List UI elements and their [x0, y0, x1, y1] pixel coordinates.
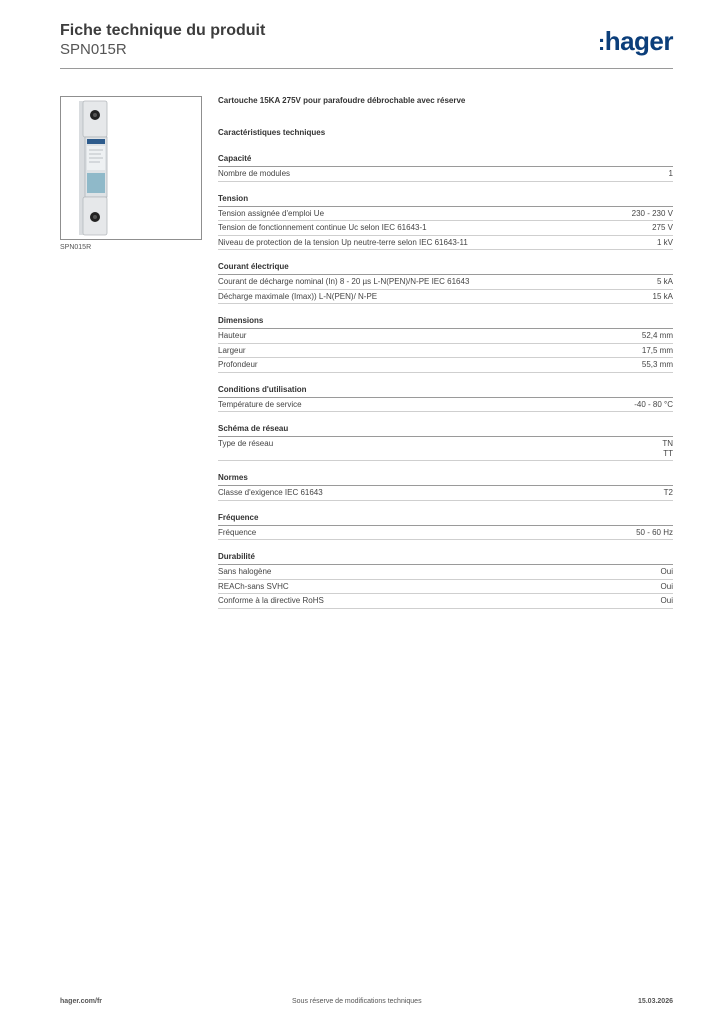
spec-group-title: Schéma de réseau — [218, 424, 673, 437]
footer-date: 15.03.2026 — [637, 998, 673, 1005]
spec-group — [218, 194, 673, 251]
spec-group — [218, 424, 673, 461]
spec-label: Sans halogène — [218, 567, 272, 576]
spec-label: Largeur — [218, 345, 246, 355]
tech-specs-heading: Caractéristiques techniques — [218, 128, 326, 137]
product-code: SPN015R — [60, 41, 127, 58]
spec-label: Courant de décharge nominal (In) 8 - 20 µs L-N(PEN)/N-PE IEC 61643 — [218, 277, 470, 286]
footer-notice: Sous réserve de modifications techniques — [292, 998, 422, 1005]
spec-group-title: Conditions d'utilisation — [218, 385, 673, 398]
spec-label: Type de réseau — [218, 439, 274, 448]
spec-group — [218, 262, 673, 304]
spec-group — [218, 473, 673, 501]
spec-row — [218, 275, 673, 290]
spec-row — [218, 358, 673, 373]
spec-label: Température de service — [218, 399, 302, 409]
spec-content — [218, 96, 673, 609]
footer-website: hager.com/fr — [60, 998, 103, 1005]
spec-group — [218, 385, 673, 413]
spec-label: Nombre de modules — [218, 169, 291, 178]
spec-group-title: Tension — [218, 194, 673, 207]
page-title: Fiche technique du produit — [60, 22, 266, 39]
spec-group-title: Normes — [218, 473, 673, 486]
spec-row — [218, 565, 673, 580]
spec-group-title: Fréquence — [218, 513, 673, 526]
spec-group — [218, 513, 673, 541]
spec-value: Oui — [660, 596, 673, 605]
spec-value: 55,3 mm — [641, 360, 673, 369]
spec-value: 5 kA — [656, 277, 673, 286]
spec-row — [218, 580, 673, 595]
spec-value: 275 V — [652, 223, 673, 232]
spec-row — [218, 236, 673, 251]
image-caption: SPN015R — [60, 244, 92, 251]
spec-value: -40 - 80 °C — [634, 399, 673, 409]
spec-group-title: Dimensions — [218, 316, 673, 329]
spec-group-title: Durabilité — [218, 552, 673, 565]
spec-value: Oui — [660, 581, 673, 591]
spec-value: 1 kV — [656, 237, 673, 247]
product-image — [60, 96, 202, 240]
spec-group-title: Capacité — [218, 154, 673, 167]
spec-value: TN TT — [662, 439, 673, 458]
spec-groups — [218, 154, 673, 609]
spec-row — [218, 290, 673, 305]
spec-value: Oui — [660, 567, 673, 576]
spec-label: REACh-sans SVHC — [218, 581, 289, 591]
spec-group — [218, 552, 673, 609]
spec-value: 15 kA — [652, 291, 673, 301]
spec-label: Fréquence — [218, 527, 257, 537]
spec-row — [218, 437, 673, 461]
logo-dots-icon: : — [597, 30, 605, 55]
spec-group — [218, 154, 673, 182]
spec-group-title: Courant électrique — [218, 262, 673, 275]
logo-text: hager — [604, 26, 673, 56]
spec-row — [218, 398, 673, 413]
spec-label: Tension assignée d'emploi Ue — [218, 208, 325, 218]
hager-logo — [598, 26, 673, 57]
spec-row — [218, 329, 673, 344]
spec-label: Hauteur — [218, 331, 247, 340]
spec-label: Conforme à la directive RoHS — [218, 596, 324, 605]
spec-row — [218, 344, 673, 359]
spec-value: T2 — [663, 488, 673, 497]
spec-label: Classe d'exigence IEC 61643 — [218, 488, 323, 497]
spec-value: 52,4 mm — [641, 331, 673, 340]
spec-label: Niveau de protection de la tension Up neutre-terre selon IEC 61643-11 — [218, 237, 468, 247]
spec-row — [218, 486, 673, 501]
spec-row — [218, 207, 673, 222]
spec-group — [218, 316, 673, 373]
spec-row — [218, 221, 673, 236]
spec-label: Tension de fonctionnement continue Uc selon IEC 61643-1 — [218, 223, 427, 232]
spec-value: 50 - 60 Hz — [636, 527, 673, 537]
spec-value: 17,5 mm — [641, 345, 673, 355]
page-header — [60, 20, 673, 69]
spec-label: Décharge maximale (Imax)) L-N(PEN)/ N-PE — [218, 291, 378, 301]
surge-protector-cartridge-icon — [61, 97, 201, 239]
product-description: Cartouche 15KA 275V pour parafoudre débrochable avec réserve — [218, 96, 466, 105]
spec-value: 230 - 230 V — [631, 208, 673, 218]
spec-row — [218, 594, 673, 609]
spec-value: 1 — [668, 169, 673, 178]
spec-label: Profondeur — [218, 360, 258, 369]
spec-row — [218, 526, 673, 541]
spec-row — [218, 167, 673, 182]
